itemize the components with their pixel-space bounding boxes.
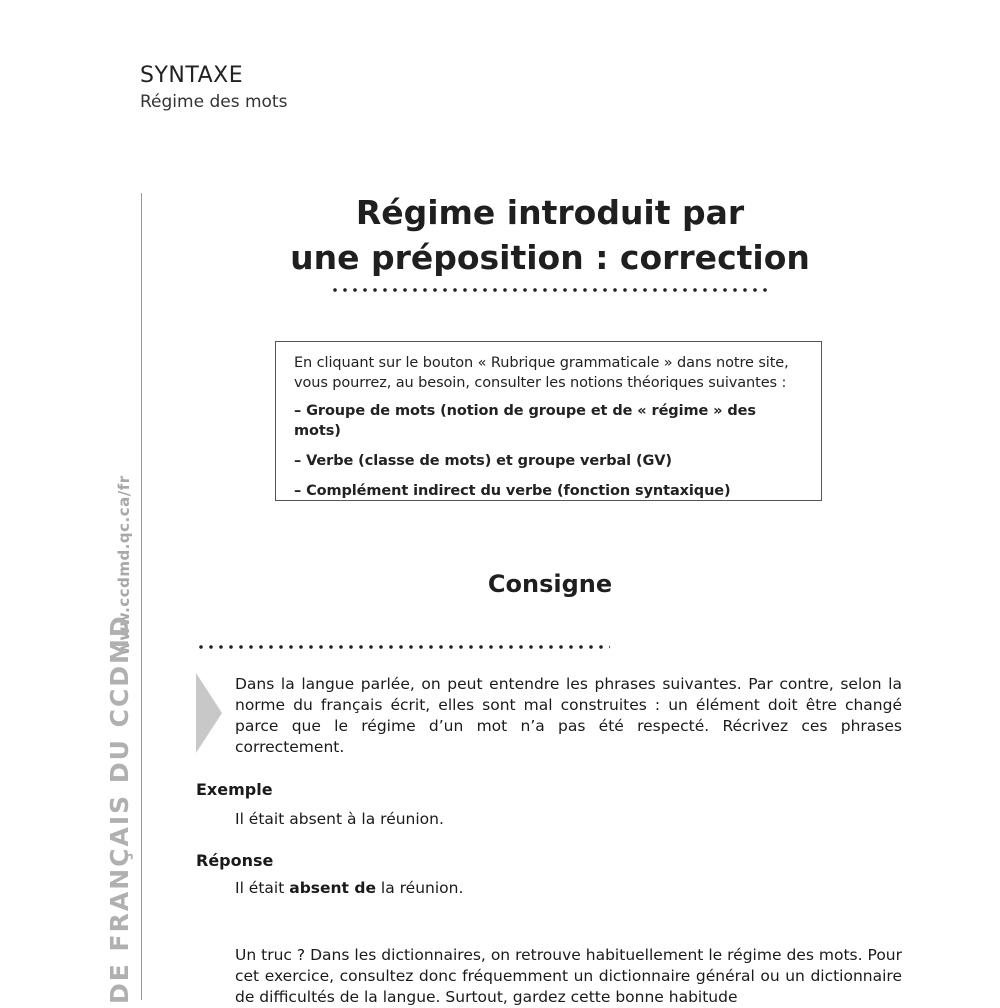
infobox-intro-line-2: vous pourrez, au besoin, consulter les notions théoriques suivantes : bbox=[294, 375, 787, 391]
title-line-2: une préposition : correction bbox=[290, 238, 810, 277]
theory-notions-box bbox=[275, 341, 822, 501]
sidebar-url: www.ccdmd.qc.ca/fr bbox=[115, 475, 133, 655]
page-title bbox=[290, 190, 810, 280]
section-title: SYNTAXE bbox=[140, 63, 244, 88]
notion-item: – Verbe (classe de mots) et groupe verbal (GV) bbox=[294, 453, 672, 469]
subsection-title: Régime des mots bbox=[140, 92, 288, 112]
answer-correction: absent de bbox=[289, 879, 376, 897]
answer-sentence bbox=[235, 879, 463, 897]
margin-rule bbox=[141, 193, 142, 1000]
title-line-1: Régime introduit par bbox=[355, 193, 745, 232]
title-dotted-divider bbox=[330, 286, 770, 294]
consigne-heading: Consigne bbox=[487, 570, 613, 598]
notion-item: – Groupe de mots (notion de groupe et de « régime » des mots) bbox=[294, 403, 756, 439]
infobox-intro bbox=[294, 353, 805, 393]
infobox-intro-line-1: En cliquant sur le bouton « Rubrique grammaticale » dans notre site, bbox=[294, 355, 789, 371]
page-header bbox=[140, 62, 287, 114]
answer-suffix: la réunion. bbox=[375, 879, 464, 897]
arrow-marker-icon bbox=[196, 673, 222, 753]
sidebar-brand: DE FRANÇAIS DU CCDMD bbox=[105, 614, 134, 1004]
answer-label: Réponse bbox=[196, 851, 274, 870]
notion-item: – Complément indirect du verbe (fonction syntaxique) bbox=[294, 483, 731, 499]
answer-prefix: Il était bbox=[235, 879, 290, 897]
consigne-text: Dans la langue parlée, on peut entendre les phrases suivantes. Par contre, selon la norme du français écrit, elles sont mal construites : un élément doit être changé parce que le régime d’un mot n’a pas été respecté. Récrivez ces phrases correctement. bbox=[235, 675, 902, 756]
example-sentence: Il était absent à la réunion. bbox=[235, 810, 444, 828]
tip-text: Un truc ? Dans les dictionnaires, on retrouve habituellement le régime des mots. Pour cet exercice, consultez donc fréquemment un dictionnaire général ou un dictionnaire de difficultés de la langue. Surtout, gardez cette bonne habitude bbox=[235, 946, 902, 1006]
example-label: Exemple bbox=[196, 780, 273, 799]
consigne-dotted-divider bbox=[196, 643, 610, 651]
